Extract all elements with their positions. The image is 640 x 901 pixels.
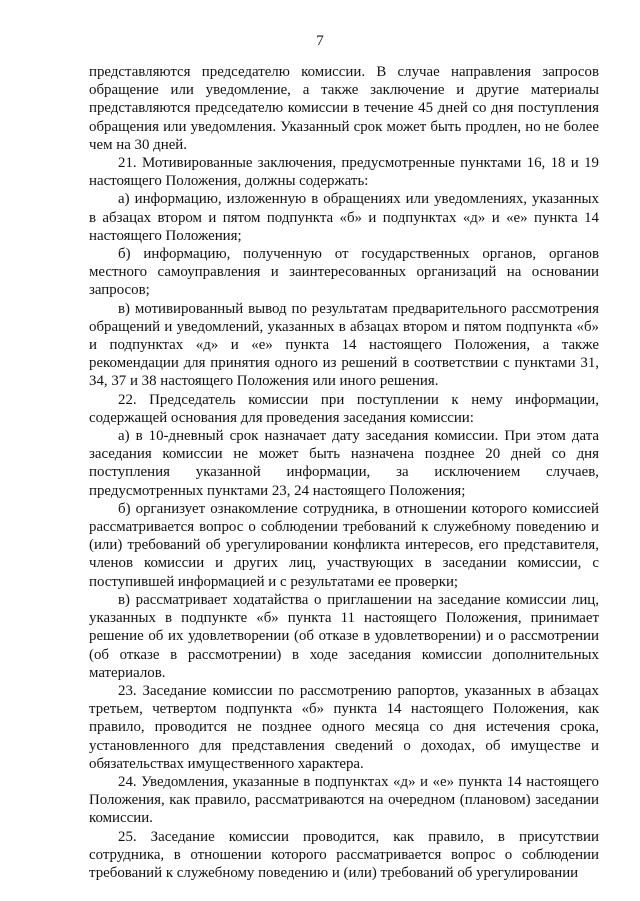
paragraph-item-22-a: а) в 10-дневный срок назначает дату заседания комиссии. При этом дата заседания комиссии не может быть назначена позднее 20 дней со дня поступления указанной информации, за исключением случаев, предусмотренных пунктами 23, 24 настоящего Положения; xyxy=(89,428,599,499)
paragraph-item-22-v: в) рассматривает ходатайства о приглашении на заседание комиссии лиц, указанных в подпункте «б» пункта 11 настоящего Положения, принимает решение об их удовлетворении (об отказе в удовлетворении) и о рассмотрении (об отказе в рассмотрении) в ходе заседания комиссии дополнительных материалов. xyxy=(89,591,599,681)
document-body xyxy=(89,63,599,882)
paragraph-item-21-b: б) информацию, полученную от государственных органов, органов местного самоуправления и заинтересованных организаций на основании запросов; xyxy=(89,246,599,299)
paragraph-item-25: 25. Заседание комиссии проводится, как правило, в присутствии сотрудника, в отношении которого рассматривается вопрос о соблюдении требований к служебному поведению и (или) требований об урегулировании xyxy=(89,828,599,881)
paragraph-item-24: 24. Уведомления, указанные в подпунктах «д» и «е» пункта 14 настоящего Положения, как правило, рассматриваются на очередном (плановом) заседании комиссии. xyxy=(89,773,599,827)
paragraph-item-21-v: в) мотивированный вывод по результатам предварительного рассмотрения обращений и уведомлений, указанных в абзацах втором и пятом подпункта «б» и подпунктах «д» и «е» пункта 14 настоящего Положения, а также рекомендации для принятия одного из решений в соответствии с пунктами 31, 34, 37 и 38 настоящего Положения или иного решения. xyxy=(89,300,599,390)
paragraph-item-22-b: б) организует ознакомление сотрудника, в отношении которого комиссией рассматривается вопрос о соблюдении требований к служебному поведению и (или) требований об урегулировании конфликта интересов, его представителя, членов комиссии и других лиц, участвующих в заседании комиссии, с поступившей информацией и с результатами ее проверки; xyxy=(89,500,599,590)
page-number: 7 xyxy=(316,33,324,49)
paragraph-item-21-a: а) информацию, изложенную в обращениях или уведомлениях, указанных в абзацах втором и пятом подпункта «б» и подпунктах «д» и «е» пункта 14 настоящего Положения; xyxy=(89,191,599,244)
paragraph-continuation: представляются председателю комиссии. В случае направления запросов обращение или уведомление, а также заключение и другие материалы представляются председателю комиссии в течение 45 дней со дня поступления обращения или уведомления. Указанный срок может быть продлен, но не более чем на 30 дней. xyxy=(89,64,599,153)
paragraph-item-22: 22. Председатель комиссии при поступлении к нему информации, содержащей основания для проведения заседания комиссии: xyxy=(89,391,599,426)
paragraph-item-23: 23. Заседание комиссии по рассмотрению рапортов, указанных в абзацах третьем, четвертом подпункта «б» пункта 14 настоящего Положения, как правило, проводится не позднее одного месяца со дня истечения срока, установленного для представления сведений о доходах, об имуществе и обязательствах имущественного характера. xyxy=(89,682,599,772)
paragraph-item-21: 21. Мотивированные заключения, предусмотренные пунктами 16, 18 и 19 настоящего Положения, должны содержать: xyxy=(89,155,599,190)
